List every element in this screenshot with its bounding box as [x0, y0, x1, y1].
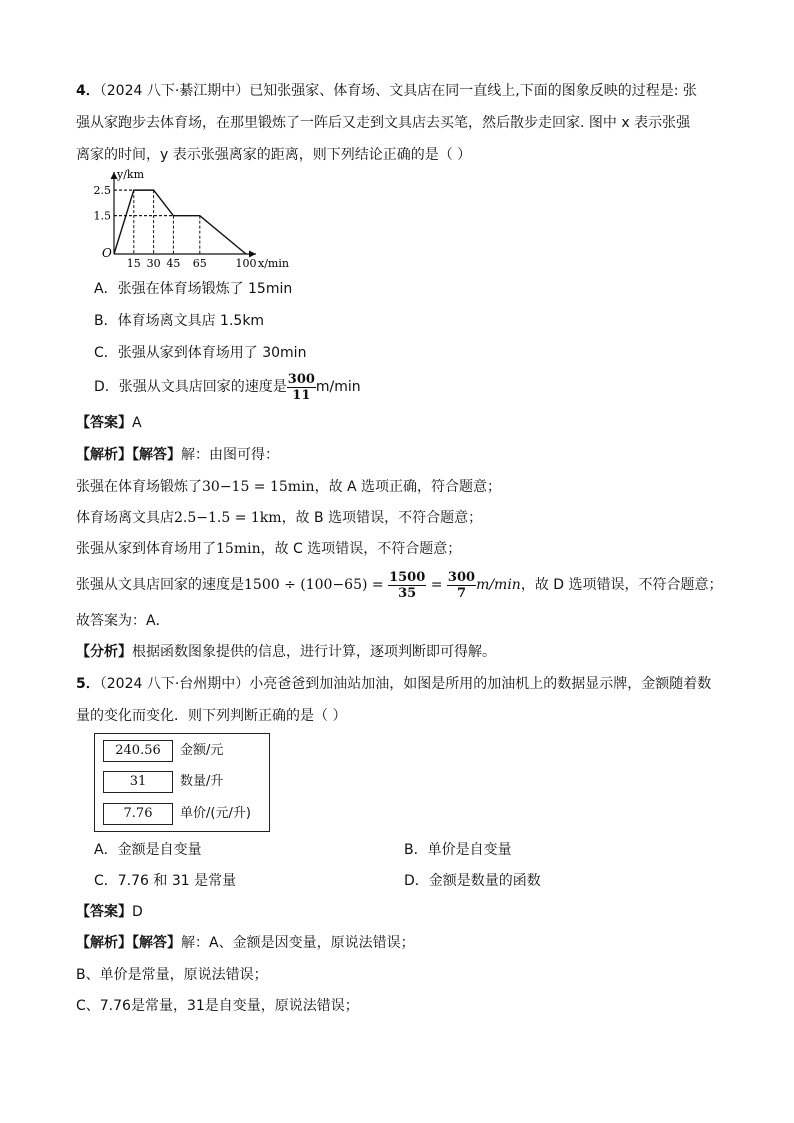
x-tick-label: 65: [192, 257, 207, 270]
q5-analysis-line-3: C、7.76是常量，31是自变量，原说法错误；: [76, 998, 359, 1014]
y-tick-label: 1.5: [93, 209, 111, 223]
text: ，故 D 选项错误，不符合题意；: [520, 577, 723, 593]
formula: 15min: [216, 541, 261, 557]
fraction: [447, 570, 476, 601]
q4-option-c: C．张强从家到体育场用了 30min: [94, 345, 307, 361]
q5-source: （2024 八下·台州期中）: [99, 676, 250, 692]
quantity-label: 数量/升: [180, 774, 224, 789]
fraction-denominator: 11: [292, 387, 311, 403]
q5-number: 5．: [76, 676, 100, 692]
formula: 1500 ÷ (100−65) =: [244, 577, 384, 593]
unit-price-label: 单价/(元/升): [180, 806, 251, 821]
q4-analysis-line-1: [76, 475, 501, 499]
q5-answer: [76, 900, 143, 924]
answer-value: D: [132, 904, 143, 920]
equals-sign: =: [430, 577, 443, 593]
y-axis-label: y/km: [117, 168, 145, 181]
formula: 30−15 = 15min: [202, 479, 315, 495]
q4-method: [76, 640, 496, 664]
q4-distance-time-graph: [93, 166, 296, 274]
q4-analysis-intro: [76, 443, 279, 467]
unit-price-value-box: 7.76: [103, 803, 173, 825]
text: ，故 B 选项错误，不符合题意；: [281, 510, 483, 526]
answer-value: A: [132, 415, 142, 431]
x-tick-label: 45: [166, 257, 181, 270]
q4-stem-line-2: 强从家跑步去体育场，在那里锻炼了一阵后又走到文具店去买笔，然后散步走回家. 图中 x 表示张强: [76, 115, 691, 131]
q4-analysis-line-4: [76, 568, 723, 602]
fraction-denominator: 35: [398, 585, 417, 601]
amount-label: 金额/元: [180, 743, 224, 758]
fuel-display-board: [94, 733, 270, 832]
q5-option-b: B．单价是自变量: [404, 842, 512, 858]
analysis-tag: 【解析】【解答】: [76, 935, 181, 951]
q5-stem-line-1: [76, 672, 711, 696]
unit: m/min: [476, 577, 521, 593]
text: 张强从文具店回家的速度是: [76, 577, 244, 593]
x-tick-label: 15: [126, 257, 141, 270]
analysis-tag: 【解析】【解答】: [76, 447, 181, 463]
x-tick-label: 100: [235, 257, 257, 270]
formula: 2.5−1.5 = 1km: [174, 510, 282, 526]
text: 张强从家到体育场用了: [76, 541, 216, 557]
fraction-denominator: 7: [456, 585, 467, 601]
q4-option-d-fraction: [287, 372, 316, 403]
amount-value-box: 240.56: [103, 740, 173, 762]
q5-option-d: D．金额是数量的函数: [404, 873, 541, 889]
q4-stem-text-1: 已知张强家、体育场、文具店在同一直线上,下面的图象反映的过程是: 张: [249, 83, 697, 99]
fraction-numerator: 300: [287, 371, 315, 387]
quantity-value-box: 31: [103, 771, 173, 793]
q4-stem-line-3: 离家的时间，y 表示张强离家的距离，则下列结论正确的是（ ）: [76, 147, 472, 163]
text: 张强在体育场锻炼了: [76, 479, 202, 495]
q5-analysis-line-2: B、单价是常量，原说法错误；: [76, 967, 268, 983]
answer-tag: 【答案】: [76, 415, 132, 431]
q5-stem-line-2: 量的变化而变化．则下列判断正确的是（ ）: [76, 708, 347, 724]
method-text: 根据函数图象提供的信息，进行计算，逐项判断即可得解。: [132, 644, 496, 660]
q5-option-c: C．7.76 和 31 是常量: [94, 873, 237, 889]
analysis-text: 解：A、金额是因变量，原说法错误；: [181, 935, 415, 951]
text: ，故 A 选项正确，符合题意；: [314, 479, 502, 495]
q4-number: 4．: [76, 83, 100, 99]
fraction-numerator: 1500: [389, 569, 426, 585]
q5-option-a: A．金额是自变量: [94, 842, 202, 858]
q4-option-d-unit: m/min: [315, 379, 361, 395]
fraction-numerator: 300: [447, 569, 476, 585]
origin-label: O: [102, 246, 112, 260]
q4-option-d-text: D．张强从文具店回家的速度是: [94, 379, 287, 395]
method-tag: 【分析】: [76, 644, 132, 660]
q4-analysis-line-2: [76, 506, 482, 530]
q4-stem-line-1: [76, 79, 697, 103]
fraction: [388, 570, 426, 601]
q4-analysis-line-3: [76, 537, 461, 561]
q5-stem-text-1: 小亮爸爸到加油站加油，如图是所用的加油机上的数据显示牌，金额随着数: [249, 676, 712, 692]
q4-option-d: [94, 370, 361, 404]
x-tick-label: 30: [146, 257, 161, 270]
q4-option-b: B．体育场离文具店 1.5km: [94, 313, 265, 329]
y-tick-label: 2.5: [93, 184, 111, 198]
q4-answer: [76, 411, 142, 435]
analysis-intro-text: 解：由图可得：: [181, 447, 279, 463]
answer-tag: 【答案】: [76, 904, 132, 920]
text: ，故 C 选项错误，不符合题意；: [260, 541, 462, 557]
q4-conclusion: 故答案为：A．: [76, 613, 170, 629]
text: 体育场离文具店: [76, 510, 174, 526]
q5-analysis-line-1: [76, 931, 415, 955]
q4-source: （2024 八下·綦江期中）: [99, 83, 250, 99]
q4-option-a: A．张强在体育场锻炼了 15min: [94, 281, 293, 297]
x-axis-label: x/min: [258, 257, 289, 270]
